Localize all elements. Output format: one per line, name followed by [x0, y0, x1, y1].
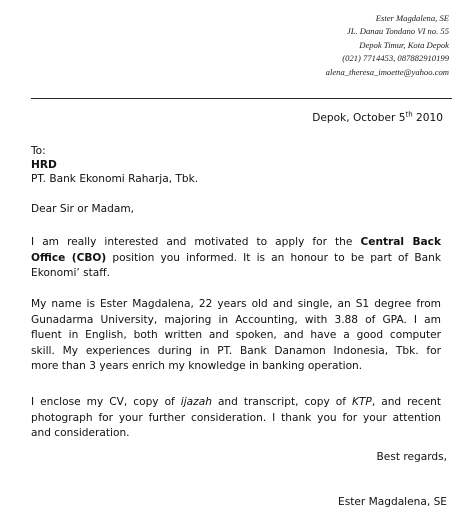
paragraph-intro-line [31, 235, 441, 251]
paragraph-profile [31, 297, 441, 375]
paragraph-enclosure [31, 395, 441, 442]
text-run: I enclose my CV, copy of [31, 396, 181, 408]
text-run: and transcript, copy of [211, 396, 353, 408]
salutation: Dear Sir or Madam, [31, 203, 135, 215]
sender-address-line-1: JL. Danau Tondano VI no. 55 [346, 26, 449, 37]
position-name-bold: Central Back [360, 236, 441, 248]
sender-address-block [326, 12, 449, 79]
letter-date [312, 112, 443, 124]
recipient-to-label: To: [31, 145, 46, 157]
paragraph-intro-line: Ekonomi’ staff. [31, 267, 110, 280]
paragraph-intro [31, 235, 441, 282]
date-year: 2010 [412, 112, 443, 124]
sender-email: alena_theresa_imoette@yahoo.com [325, 66, 449, 77]
sender-name: Ester Magdalena, SE [375, 13, 449, 23]
signature-name: Ester Magdalena, SE [338, 496, 447, 508]
recipient-company: PT. Bank Ekonomi Raharja, Tbk. [31, 173, 199, 185]
paragraph-intro-line [31, 251, 441, 267]
paragraph-enclosure-line: and consideration. [31, 427, 130, 440]
sender-phone: (021) 7714453, 087882910199 [342, 53, 449, 64]
italic-term: ijazah [180, 396, 212, 408]
paragraph-enclosure-line [31, 395, 441, 411]
text-run: I am really interested and motivated to apply for the [31, 236, 361, 248]
date-ordinal-suffix: th [405, 110, 413, 119]
text-run: , and recent [371, 396, 441, 408]
closing-phrase: Best regards, [376, 451, 447, 463]
paragraph-profile-line: skill. My experiences during in PT. Bank Danamon Indonesia, Tbk. for [31, 344, 441, 357]
paragraph-profile-line: Gunadarma University, majoring in Accounting, with 3.88 of GPA. I am [31, 313, 441, 326]
header-divider [31, 98, 452, 99]
sender-address-line-2: Depok Timur, Kota Depok [359, 39, 449, 50]
text-run: position you informed. It is an honour to be part of Bank [106, 251, 441, 264]
date-prefix: Depok, October 5 [312, 112, 406, 124]
recipient-block [31, 144, 198, 186]
italic-term: KTP [352, 396, 372, 408]
paragraph-profile-line: more than 3 years enrich my knowledge in banking operation. [31, 360, 363, 373]
paragraph-enclosure-line: photograph for your further consideration. I thank you for your attention [31, 411, 441, 424]
position-name-bold: Office (CBO) [31, 251, 107, 264]
paragraph-profile-line: fluent in English, both written and spoken, and have a good computer [31, 329, 441, 342]
recipient-department: HRD [31, 159, 57, 171]
paragraph-profile-line: My name is Ester Magdalena, 22 years old and single, an S1 degree from [31, 298, 441, 310]
